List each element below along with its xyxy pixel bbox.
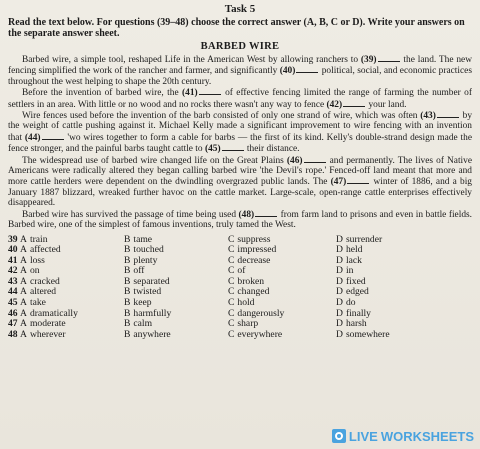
text-paragraph xyxy=(8,54,472,87)
option-letter: A xyxy=(20,318,27,330)
text-segment: Before the invention of barbed wire, the xyxy=(22,88,183,99)
option-text: keep xyxy=(133,297,152,309)
option-letter: A xyxy=(20,233,27,245)
option-text: separated xyxy=(133,275,170,287)
text-paragraph xyxy=(8,110,472,155)
text-segment: from farm land to prisons and even in battle fields. Barbed wire, one of the simplest of famous inventions, truly tamed the West. xyxy=(8,209,472,231)
option-letter: C xyxy=(228,233,235,245)
option-letter: A xyxy=(20,328,27,340)
option-text: harsh xyxy=(345,318,367,330)
option-text: suppress xyxy=(237,233,271,245)
gap-line[interactable] xyxy=(222,143,244,151)
text-segment: Wire fences used before the invention of the barb consisted of only one strand of wire, which was often xyxy=(22,111,421,122)
question-number: 44 xyxy=(8,286,18,298)
option-text: altered xyxy=(29,286,57,298)
option-letter: A xyxy=(20,265,27,277)
option-text: do xyxy=(345,297,356,309)
option-text: on xyxy=(29,265,40,277)
gap-line[interactable] xyxy=(42,132,64,140)
option-text: affected xyxy=(29,244,61,256)
text-segment: political, social, and economic practices throughout the west helping to shape the 20th century. xyxy=(8,66,472,87)
option-letter: B xyxy=(124,318,131,330)
option-letter: D xyxy=(336,318,343,330)
gap-line[interactable] xyxy=(378,54,400,62)
gap-line[interactable] xyxy=(296,65,318,73)
option-text: held xyxy=(345,244,363,256)
option-text: plenty xyxy=(133,254,158,266)
gap-line[interactable] xyxy=(343,99,365,107)
option-letter: C xyxy=(228,318,235,330)
gap-number: (46) xyxy=(286,155,303,166)
option-letter: A xyxy=(20,254,27,266)
option-letter: C xyxy=(228,328,235,340)
option-letter: D xyxy=(336,286,343,298)
option-text: hold xyxy=(237,297,255,309)
option-b[interactable] xyxy=(124,330,228,341)
text-segment: of effective fencing limited the range of farming the number of settlers in an area. With little or no wood and no rocks there wasn't any way to fence xyxy=(8,88,472,110)
text-paragraph xyxy=(8,155,472,209)
instructions: Read the text below. For questions (39–48) choose the correct answer (A, B, C or D). Write your answers on the separate answer sheet. xyxy=(8,17,465,39)
question-number: 45 xyxy=(8,297,18,309)
option-letter: B xyxy=(124,265,131,277)
gap-number: (42) xyxy=(326,99,343,110)
text-segment: their distance. xyxy=(244,144,300,155)
option-text: cracked xyxy=(29,275,60,287)
gap-number: (41) xyxy=(182,88,198,99)
text-title: BARBED WIRE xyxy=(200,41,280,52)
option-text: sharp xyxy=(237,318,259,330)
gap-number: (45) xyxy=(204,144,221,155)
gap-number: (47) xyxy=(330,177,347,188)
option-letter: B xyxy=(124,286,131,298)
option-letter: A xyxy=(20,275,27,287)
question-number: 48 xyxy=(8,328,18,340)
question-number: 46 xyxy=(8,307,18,319)
option-text: surrender xyxy=(345,233,383,245)
option-text: twisted xyxy=(133,286,162,298)
text-paragraph xyxy=(8,209,472,231)
option-letter: C xyxy=(228,254,235,266)
option-letter: A xyxy=(20,286,27,298)
gap-line[interactable] xyxy=(437,110,459,118)
gap-number: (48) xyxy=(238,209,255,220)
option-text: changed xyxy=(237,286,270,298)
text-segment: The widespread use of barbed wire changed life on the Great Plains xyxy=(22,155,287,166)
gap-number: (39) xyxy=(360,55,377,65)
logo-live-text: LIVE xyxy=(348,428,378,444)
option-text: moderate xyxy=(29,318,66,330)
option-letter: C xyxy=(228,297,235,309)
option-letter: B xyxy=(124,233,131,245)
option-text: in xyxy=(345,265,354,277)
option-text: everywhere xyxy=(237,328,283,340)
option-text: somewhere xyxy=(345,328,390,340)
option-text: touched xyxy=(133,244,164,256)
option-letter: B xyxy=(124,244,131,256)
option-text: wherever xyxy=(29,328,66,340)
gap-number: (44) xyxy=(24,132,41,143)
option-letter: C xyxy=(228,286,235,298)
option-d[interactable] xyxy=(336,330,446,341)
task-title: Task 5 xyxy=(224,3,256,15)
liveworksheets-icon xyxy=(332,429,346,443)
answer-options xyxy=(8,235,472,341)
option-text: lack xyxy=(345,254,362,266)
option-text: broken xyxy=(237,275,265,287)
gap-line[interactable] xyxy=(347,176,369,184)
option-text: finally xyxy=(345,307,371,319)
text-segment: 'wo wires together to form a cable for barbs — the first of its kind. Kelly's double-strand design made the fence stronger, and the painful barbs taught cattle to xyxy=(8,132,472,155)
option-letter: D xyxy=(336,275,343,287)
logo-worksheets-text: WORKSHEETS xyxy=(380,428,474,444)
option-text: edged xyxy=(345,286,369,298)
text-body xyxy=(8,54,472,231)
gap-number: (40) xyxy=(279,66,296,77)
question-number: 40 xyxy=(8,244,18,256)
option-letter: C xyxy=(228,265,235,277)
option-letter: B xyxy=(124,328,131,340)
option-text: take xyxy=(29,297,46,309)
option-text: anywhere xyxy=(133,328,171,340)
option-letter: C xyxy=(228,275,235,287)
liveworksheets-logo xyxy=(332,427,474,445)
option-letter: D xyxy=(336,307,343,319)
gap-number: (43) xyxy=(420,111,436,122)
option-text: harmfully xyxy=(133,307,172,319)
option-row xyxy=(8,330,472,341)
option-text: train xyxy=(29,233,48,245)
option-text: impressed xyxy=(237,244,277,256)
option-letter: D xyxy=(336,265,343,277)
gap-line[interactable] xyxy=(255,209,277,217)
option-text: calm xyxy=(133,318,153,330)
option-letter: C xyxy=(228,244,235,256)
text-segment: your land. xyxy=(366,99,407,110)
option-text: loss xyxy=(29,254,45,266)
option-a[interactable] xyxy=(20,330,124,341)
option-text: dangerously xyxy=(237,307,285,319)
option-letter: A xyxy=(20,307,27,319)
option-text: off xyxy=(133,265,145,277)
option-letter: B xyxy=(124,254,131,266)
question-number: 47 xyxy=(8,318,18,330)
option-letter: C xyxy=(228,307,235,319)
text-segment: Barbed wire has survived the passage of time being used xyxy=(22,209,239,220)
option-letter: B xyxy=(124,307,131,319)
option-letter: D xyxy=(336,328,343,340)
option-letter: D xyxy=(336,244,343,256)
question-number: 41 xyxy=(8,254,18,266)
question-number: 43 xyxy=(8,275,18,287)
question-number: 42 xyxy=(8,265,18,277)
text-paragraph xyxy=(8,87,472,110)
question-number: 39 xyxy=(8,233,18,245)
text-segment: winter of 1886, and a big January 1887 blizzard, wreaked further havoc on the cattle market. Large-scale, open-range cattle enterprises effectively disappeared. xyxy=(8,177,472,209)
option-text: of xyxy=(237,265,246,277)
option-letter: A xyxy=(20,297,27,309)
option-letter: B xyxy=(124,297,131,309)
text-segment: and permanently. The lives of Native Americans were radically altered they began calling barbed wire 'the Devil's rope.' Fenced-off land meant that more and more cattle herders were dependent on the dwindling overgrazed public lands. The xyxy=(8,155,473,188)
gap-line[interactable] xyxy=(199,87,221,95)
option-c[interactable] xyxy=(228,330,336,341)
option-letter: D xyxy=(336,297,343,309)
gap-line[interactable] xyxy=(304,155,326,163)
option-letter: B xyxy=(124,275,131,287)
text-segment: the land. The new fencing simplified the work of the rancher and farmer, and significantly xyxy=(8,55,472,77)
option-text: tame xyxy=(133,233,153,245)
option-text: fixed xyxy=(345,275,366,287)
option-letter: D xyxy=(336,254,343,266)
text-segment: Barbed wire, a simple tool, reshaped Life in the American West by allowing ranchers to xyxy=(22,55,361,65)
option-text: decrease xyxy=(237,254,271,266)
option-text: dramatically xyxy=(29,307,78,319)
option-letter: D xyxy=(336,233,343,245)
option-letter: A xyxy=(20,244,27,256)
text-segment: by the weight of cattle pushing against it. Michael Kelly made a significant improvement to wire fencing with an invention that xyxy=(8,111,473,143)
